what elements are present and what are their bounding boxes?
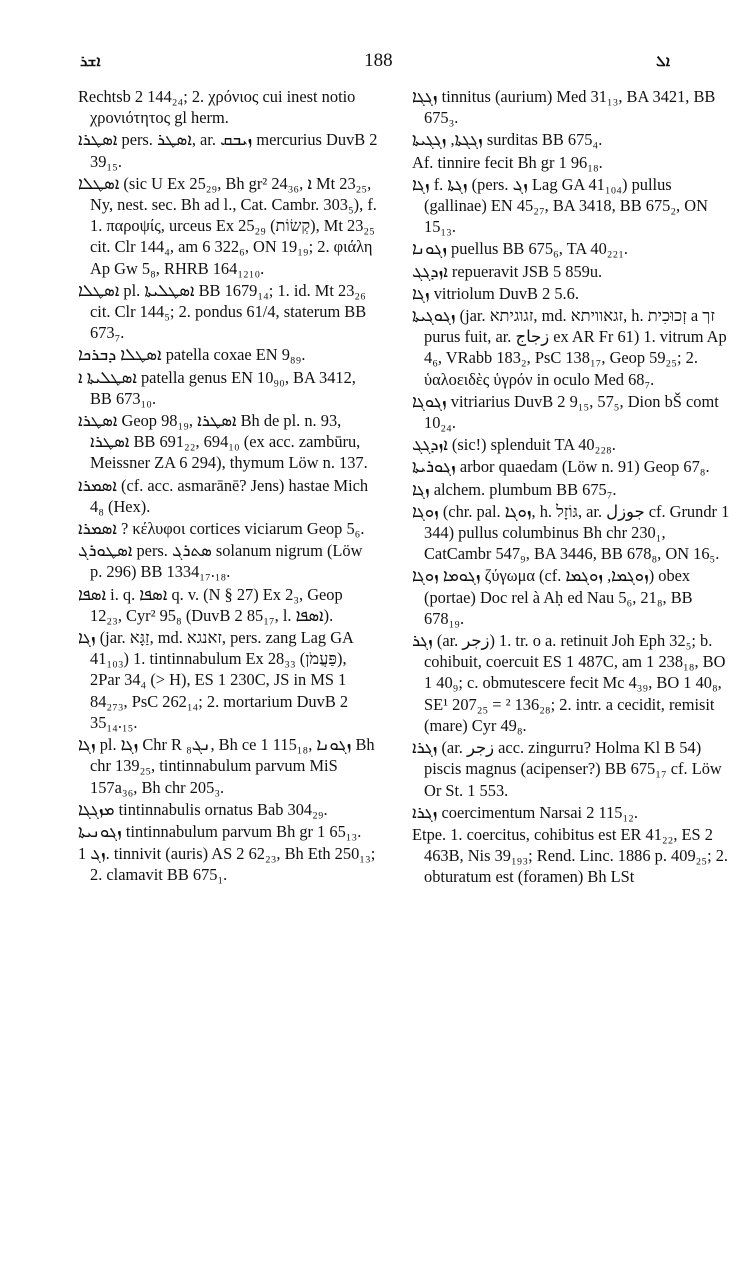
- running-head-right: ܐܠ: [656, 52, 670, 70]
- page-header: [80, 46, 670, 76]
- entry: ܙܓ 1. tinnivit (auris) AS 2 62₂₃, Bh Eth 250₁₃; 2. clamavit BB 675₁.: [78, 844, 376, 885]
- entry: ܐܙܕܓܓ repueravit JSB 5 859u.: [412, 261, 603, 281]
- entry: ܐܣܛܠܐ (sic U Ex 25₂₉, Bh gr² 24₃₆, ܐ Mt 23₂₅, Ny, nest. sec. Bh ad l., Cat. Cambr. 303₅), f. 1. παροψίς, urceus Ex 25₂₉ (קְשׂוֹת), Mt 23₂₅ cit. Clr 144₄, am 6 322₆, ON 19₁₉; 2. φιάλη Ap Gw 5₈, RHRB 164₁₂₁₀.: [78, 173, 377, 278]
- entry: ܙܓܘܓܝܬܐ (jar. זגוגיתא, md. זגאוויתא, h. זְכוּכִית a זך purus fuit, ar. زجاج ex AR Fr 61) 1. vitrum Ap 4₆, VRabb 183₂, PsC 138₁₇, Geop 59₂₅; 2. ὑαλοειδὲς ὑγρόν in oculo Med 68₇.: [412, 306, 727, 389]
- entry: Rechtsb 2 144₂₄; 2. χρόνιος cui inest notio χρονιότητος gl herm.: [78, 87, 356, 128]
- right-column: [412, 86, 730, 889]
- entry: ܙܓܪܐ coercimentum Narsai 2 115₁₂.: [412, 802, 638, 822]
- entry: ܙܓܐ f. ܙܓܬܐ (pers. ܙܓ Lag GA 41₁₀₄) pullus (gallinae) EN 45₂₇, BA 3418, BB 675₂, ON 15₁₃.: [412, 174, 708, 237]
- entry: ܙܓܘܢܐ puellus BB 675₆, TA 40₂₂₁.: [412, 239, 629, 259]
- entry: ܙܓܪܐ (ar. زجر acc. zingurru? Holma Kl B 54) piscis magnus (acipenser?) BB 675₁₇ cf. Löw Or St. 1 553.: [412, 738, 722, 800]
- entry: ܙܓܐ (jar. זַגָּא, md. זאנגא, pers. zang Lag GA 41₁₀₃) 1. tintinnabulum Ex 28₃₃ (פַּעֲמֹן), 2Par 34₄ (> H), ES 1 230C, JS in MS 1 84₂₇₃, PsC 262₁₄; 2. mortarium DuvB 2 35₁₄.₁₅.: [78, 628, 353, 732]
- entry: ܙܘܓܐ (chr. pal. ܙܘܓܐ, h. גּוֹזָל, ar. جوزل cf. Grundr 1 344) pullus columbinus Bh chr 230₁, CatCambr 547₉, BA 3446, BB 678₈, ON 16₅.: [412, 501, 730, 564]
- entry: ܙܓܘܢܝܬܐ tintinnabulum parvum Bh gr 1 65₁₃.: [78, 821, 362, 841]
- entry: ܐܣܛܠܐ pl. ܐܣܛܠܝܬܐ BB 1679₁₄; 1. id. Mt 23₂₆ cit. Clr 144₅; 2. pondus 61/4, staterum BB 673₇.: [78, 280, 367, 343]
- entry: ܐܣܦܐ i. q. ܐܣܦܐ q. v. (N § 27) Ex 2₃, Geop 12₂₃, Cyr² 95₈ (DuvB 2 85₁₇, l. ܐܣܦܐ).: [78, 584, 343, 625]
- entry: ܐܣܛܪܐ Geop 98₁₉, ܐܣܛܪܐ Bh de pl. n. 93, ܐܣܛܪܐ BB 691₂₂, 694₁₀ (ex acc. zambūru, Meissner ZA 6 294), thymum Löw n. 137.: [78, 411, 368, 473]
- entry: ܙܓܘܪܝܬܐ arbor quaedam (Löw n. 91) Geop 67₈.: [412, 457, 710, 477]
- entry: ܐܙܕܓܓ (sic!) splenduit TA 40₂₂₈.: [412, 435, 616, 455]
- entry: Af. tinnire fecit Bh gr 1 96₁₈.: [412, 152, 603, 172]
- entry: ܙܓܐ pl. ܙܓܐ Chr R ܢܓ₈, Bh ce 1 115₁₈, ܙܓܘܢܐ Bh chr 139₂₅, tintinnabulum parvum MiS 157a₃₆, Bh chr 205₃.: [78, 735, 375, 797]
- entry: ܡܙܓܓܐ tintinnabulis ornatus Bab 304₂₉.: [78, 799, 328, 819]
- entry: Etpe. 1. coercitus, cohibitus est ER 41₂₂, ES 2 463B, Nis 39₁₉₃; Rend. Linc. 1886 p. 409₂₅; 2. obturatum est (foramen) Bh LSt: [412, 824, 729, 887]
- entry: ܙܓܓܐ tinnitus (aurium) Med 31₁₃, BA 3421, BB 675₃.: [412, 87, 716, 128]
- page-number: 188: [364, 50, 393, 71]
- running-head-left: ܐܫܪ: [80, 52, 101, 70]
- left-column: [78, 86, 378, 887]
- entry: ܙܓܓܬܐ, ܙܓܓܝܬܐ surditas BB 675₄.: [412, 130, 603, 150]
- entry: ܐܣܛܠܐ ܕܒܪܟܐ patella coxae EN 9₈₉.: [78, 345, 306, 365]
- entry: ܙܓܐ alchem. plumbum BB 675₇.: [412, 479, 617, 499]
- entry: ܐܣܡܪܐ (cf. acc. asmarānē? Jens) hastae Mich 4₈ (Hex).: [78, 475, 369, 516]
- entry: ܙܓܘܓܐ vitriarius DuvB 2 9₁₅, 57₅, Dion bŠ comt 10₂₄.: [412, 391, 719, 433]
- entry: ܐܣܛܠܝܬܐ ܐ patella genus EN 10₉₀, BA 3412, BB 673₁₀.: [78, 367, 356, 408]
- entry: ܐܣܛܘܪܓ pers. ܣܬܪܓ solanum nigrum (Löw p. 296) BB 1334₁₇.₁₈.: [78, 541, 363, 582]
- entry: ܐܣܡܪܐ ? κέλυφοι cortices viciarum Geop 5₆.: [78, 519, 365, 539]
- entry: ܙܓܘܡܐ ܙܘܓܐ ζύγωμα (cf. ܙܘܓܡܐ, ܙܘܓܡܐ) obex (portae) Doc rel à Aḥ ed Nau 5₆, 21₈, BB 678₁₉.: [412, 566, 693, 628]
- entry: ܙܓܪ (ar. زجر) 1. tr. o a. retinuit Joh Eph 32₅; b. cohibuit, coercuit ES 1 487C, am 1 238₁₈, BO 1 40₉; c. obmutescere fecit Mc 4₃₉, BO 1 40₈, SE¹ 207₂₅ = ² 136₂₈; 2. intr. a cecidit, remisit (mare) Cyr 49₈.: [412, 631, 726, 735]
- entry: ܐܣܛܪܐ pers. ܐܣܛܪ, ar. ܙܝܒܩ mercurius DuvB 2 39₁₅.: [78, 130, 378, 171]
- entry: ܙܓܐ vitriolum DuvB 2 5.6.: [412, 283, 579, 303]
